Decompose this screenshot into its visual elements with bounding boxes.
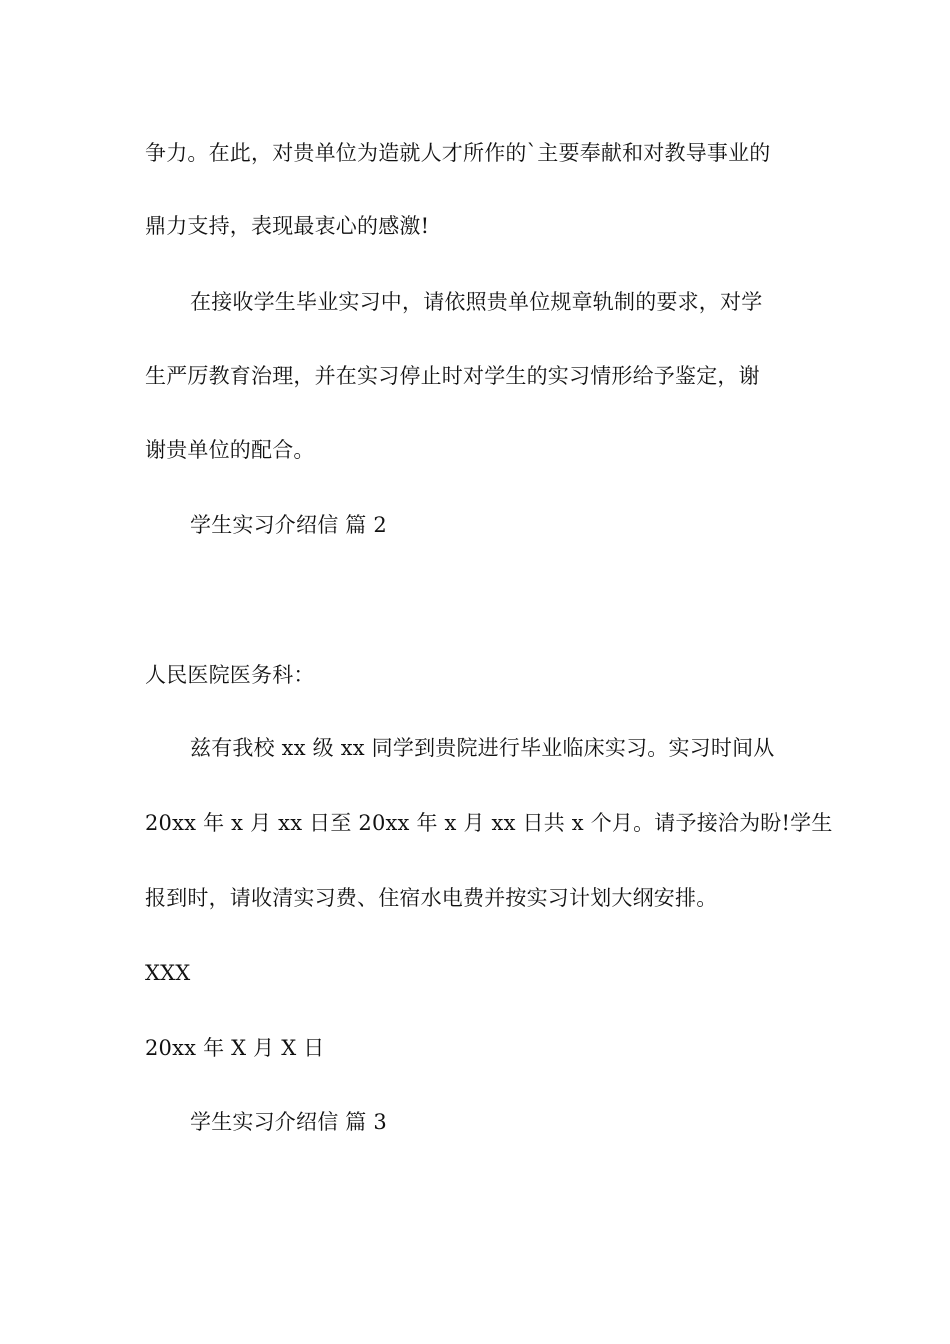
section-heading: 学生实习介绍信 篇 2 xyxy=(190,513,387,537)
paragraph-line: 争力。在此，对贵单位为造就人才所作的`主要奉献和对教导事业的 xyxy=(145,141,771,165)
letter-date: 20xx 年 X 月 X 日 xyxy=(145,1036,325,1060)
paragraph-line: 鼎力支持，表现最衷心的感激! xyxy=(145,214,430,238)
paragraph-line: 兹有我校 xx 级 xx 同学到贵院进行毕业临床实习。实习时间从 xyxy=(190,736,775,760)
section-heading: 学生实习介绍信 篇 3 xyxy=(190,1110,387,1134)
letter-salutation: 人民医院医务科： xyxy=(145,663,315,687)
paragraph-line: 20xx 年 x 月 xx 日至 20xx 年 x 月 xx 日共 x 个月。请予接洽为盼!学生 xyxy=(145,811,833,835)
paragraph-line: 报到时，请收清实习费、住宿水电费并按实习计划大纲安排。 xyxy=(145,886,718,910)
paragraph-line: 在接收学生毕业实习中，请依照贵单位规章轨制的要求，对学 xyxy=(190,290,763,314)
paragraph-line: 谢贵单位的配合。 xyxy=(145,438,315,462)
signature-name: XXX xyxy=(145,961,191,985)
paragraph-line: 生严厉教育治理，并在实习停止时对学生的实习情形给予鉴定，谢 xyxy=(145,364,760,388)
